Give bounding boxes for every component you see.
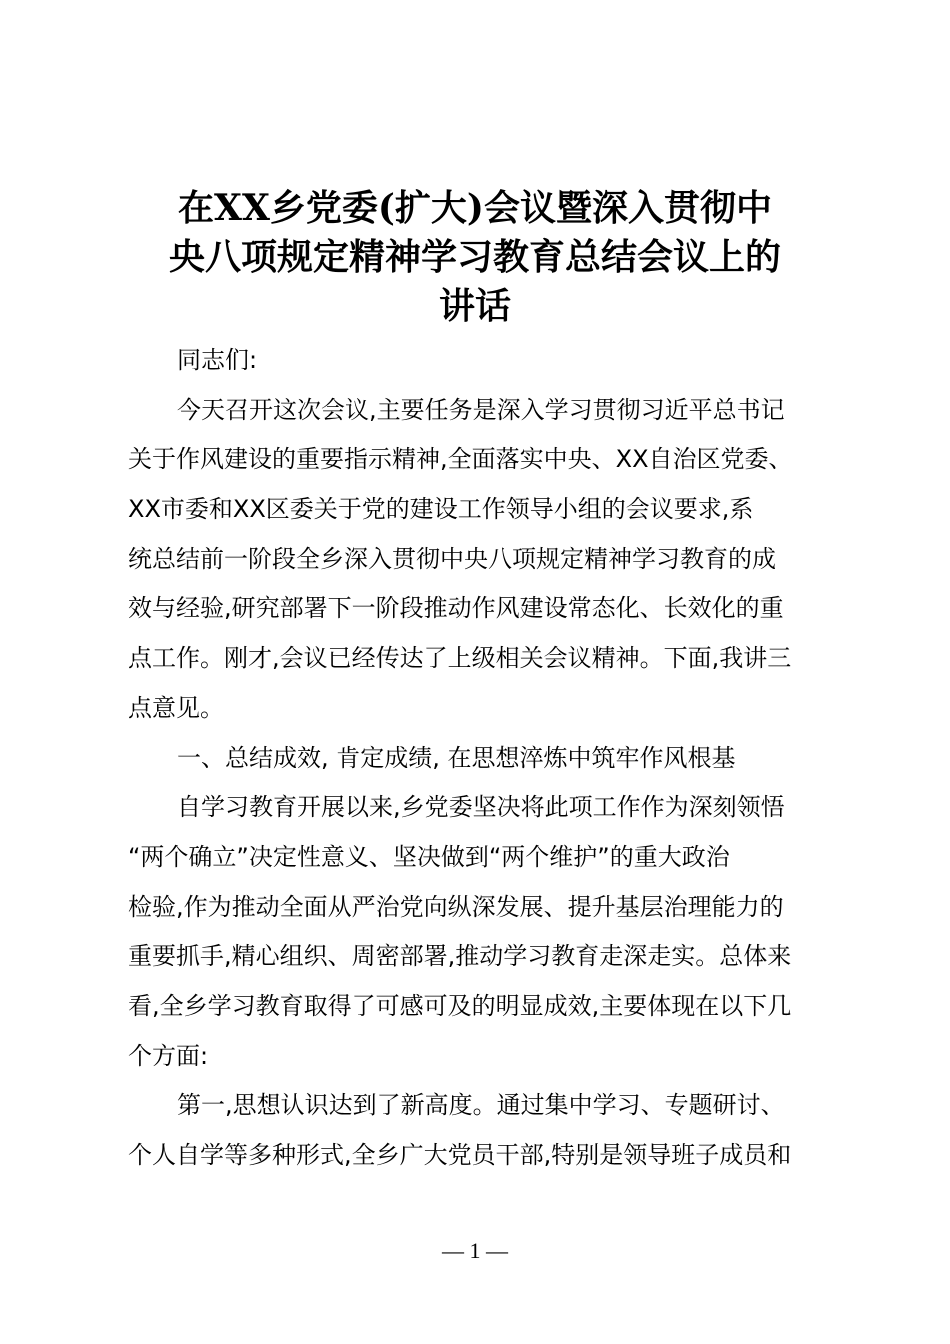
title-line: 讲话	[438, 285, 511, 327]
paragraph	[128, 734, 834, 784]
text-line: 统总结前一阶段全乡深入贯彻中央八项规定精神学习教育的成	[128, 544, 776, 573]
text-line: “两个确立”决定性意义、坚决做到“两个维护”的重大政治	[128, 842, 730, 871]
text-line: 检验,作为推动全面从严治党向纵深发展、提升基层治理能力的	[128, 892, 784, 921]
text-line: 自学习教育开展以来,乡党委坚决将此项工作作为深刻领悟	[177, 793, 785, 822]
text-line: XX市委和XX区委关于党的建设工作领导小组的会议要求,系	[128, 495, 754, 524]
document-title	[100, 184, 850, 331]
title-line: 在XX乡党委(扩大)会议暨深入贯彻中	[178, 187, 772, 229]
text-line: 看,全乡学习教育取得了可感可及的明显成效,主要体现在以下几	[128, 991, 792, 1020]
text-line: 今天召开这次会议,主要任务是深入学习贯彻习近平总书记	[177, 395, 785, 424]
text-line: 关于作风建设的重要指示精神,全面落实中央、XX自治区党委、	[128, 445, 793, 474]
page-number: — 1 —	[442, 1238, 508, 1263]
text-line: 效与经验,研究部署下一阶段推动作风建设常态化、长效化的重	[128, 594, 784, 623]
paragraph	[128, 336, 834, 386]
text-line: 重要抓手,精心组织、周密部署,推动学习教育走深走实。总体来	[128, 942, 792, 971]
paragraph	[128, 386, 834, 734]
text-line: 点工作。刚才,会议已经传达了上级相关会议精神。下面,我讲三	[128, 644, 792, 673]
title-line: 央八项规定精神学习教育总结会议上的	[168, 236, 781, 278]
text-line: 个人自学等多种形式,全乡广大党员干部,特别是领导班子成员和	[128, 1141, 792, 1169]
text-line: 个方面:	[128, 1041, 209, 1070]
paragraph	[128, 1081, 834, 1180]
text-line: 第一,思想认识达到了新高度。通过集中学习、专题研讨、	[177, 1091, 785, 1120]
text-line: 一、总结成效, 肯定成绩, 在思想淬炼中筑牢作风根基	[177, 743, 736, 772]
text-line: 同志们:	[177, 346, 258, 374]
document-body	[128, 336, 834, 1181]
paragraph	[128, 783, 834, 1081]
text-line: 点意见。	[128, 693, 224, 722]
